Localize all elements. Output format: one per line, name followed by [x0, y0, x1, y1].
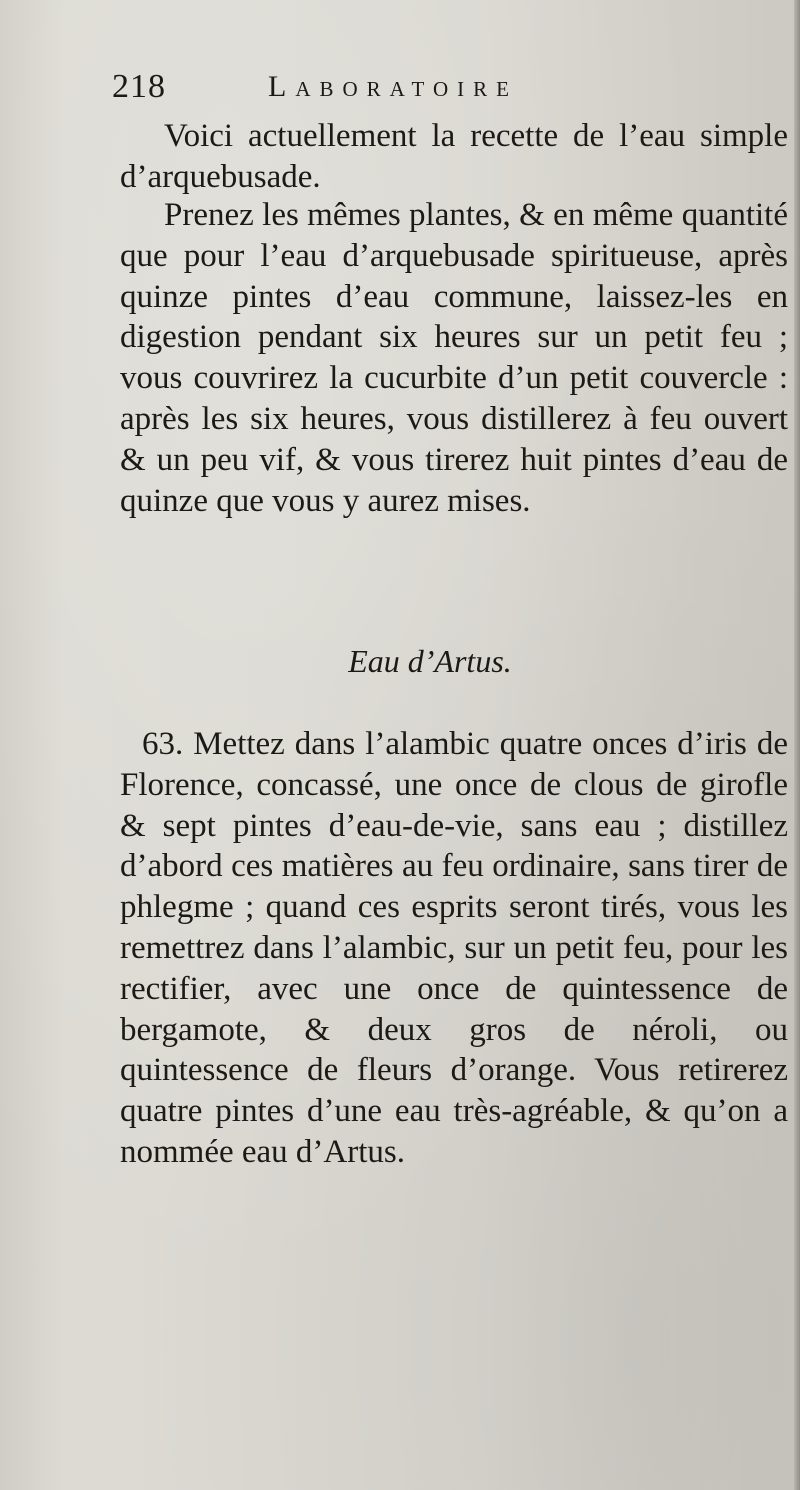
page-header — [108, 68, 748, 112]
page-number: 218 — [112, 68, 166, 105]
paragraph-intro: Voici actuellement la recette de l’eau simple d’arquebusade. — [120, 118, 788, 195]
page-edge-shadow — [794, 0, 800, 1490]
section-heading: Eau d’Artus. — [348, 643, 512, 679]
paragraph-block — [120, 195, 788, 521]
paragraph-block — [120, 116, 788, 198]
running-head: Laboratoire — [268, 70, 518, 103]
paragraph-recipe: Prenez les mêmes plantes, & en même quantité que pour l’eau d’arquebusade spiritueuse, après quinze pintes d’eau commune, laissez-les en digestion pendant six heures sur un petit feu ; vous couvrirez la cucurbite d’un petit couvercle : après les six heures, vous distillerez à feu ouvert & un peu vif, & vous tirerez huit pintes d’eau de quinze que vous y aurez mises. — [120, 197, 788, 519]
paragraph-block — [120, 724, 788, 1173]
paragraph-eau-dartus: 63. Mettez dans l’alambic quatre onces d’iris de Florence, concassé, une once de clous de girofle & sept pintes d’eau-de-vie, sans eau ; distillez d’abord ces matières au feu ordinaire, sans tirer de phlegme ; quand ces esprits seront tirés, vous les remettrez dans l’alambic, sur un petit feu, pour les rectifier, avec une once de quintessence de bergamote, & deux gros de néroli, ou quintessence de fleurs d’orange. Vous retirerez quatre pintes d’une eau très-agréable, & qu’on a nommée eau d’Artus. — [120, 726, 788, 1170]
